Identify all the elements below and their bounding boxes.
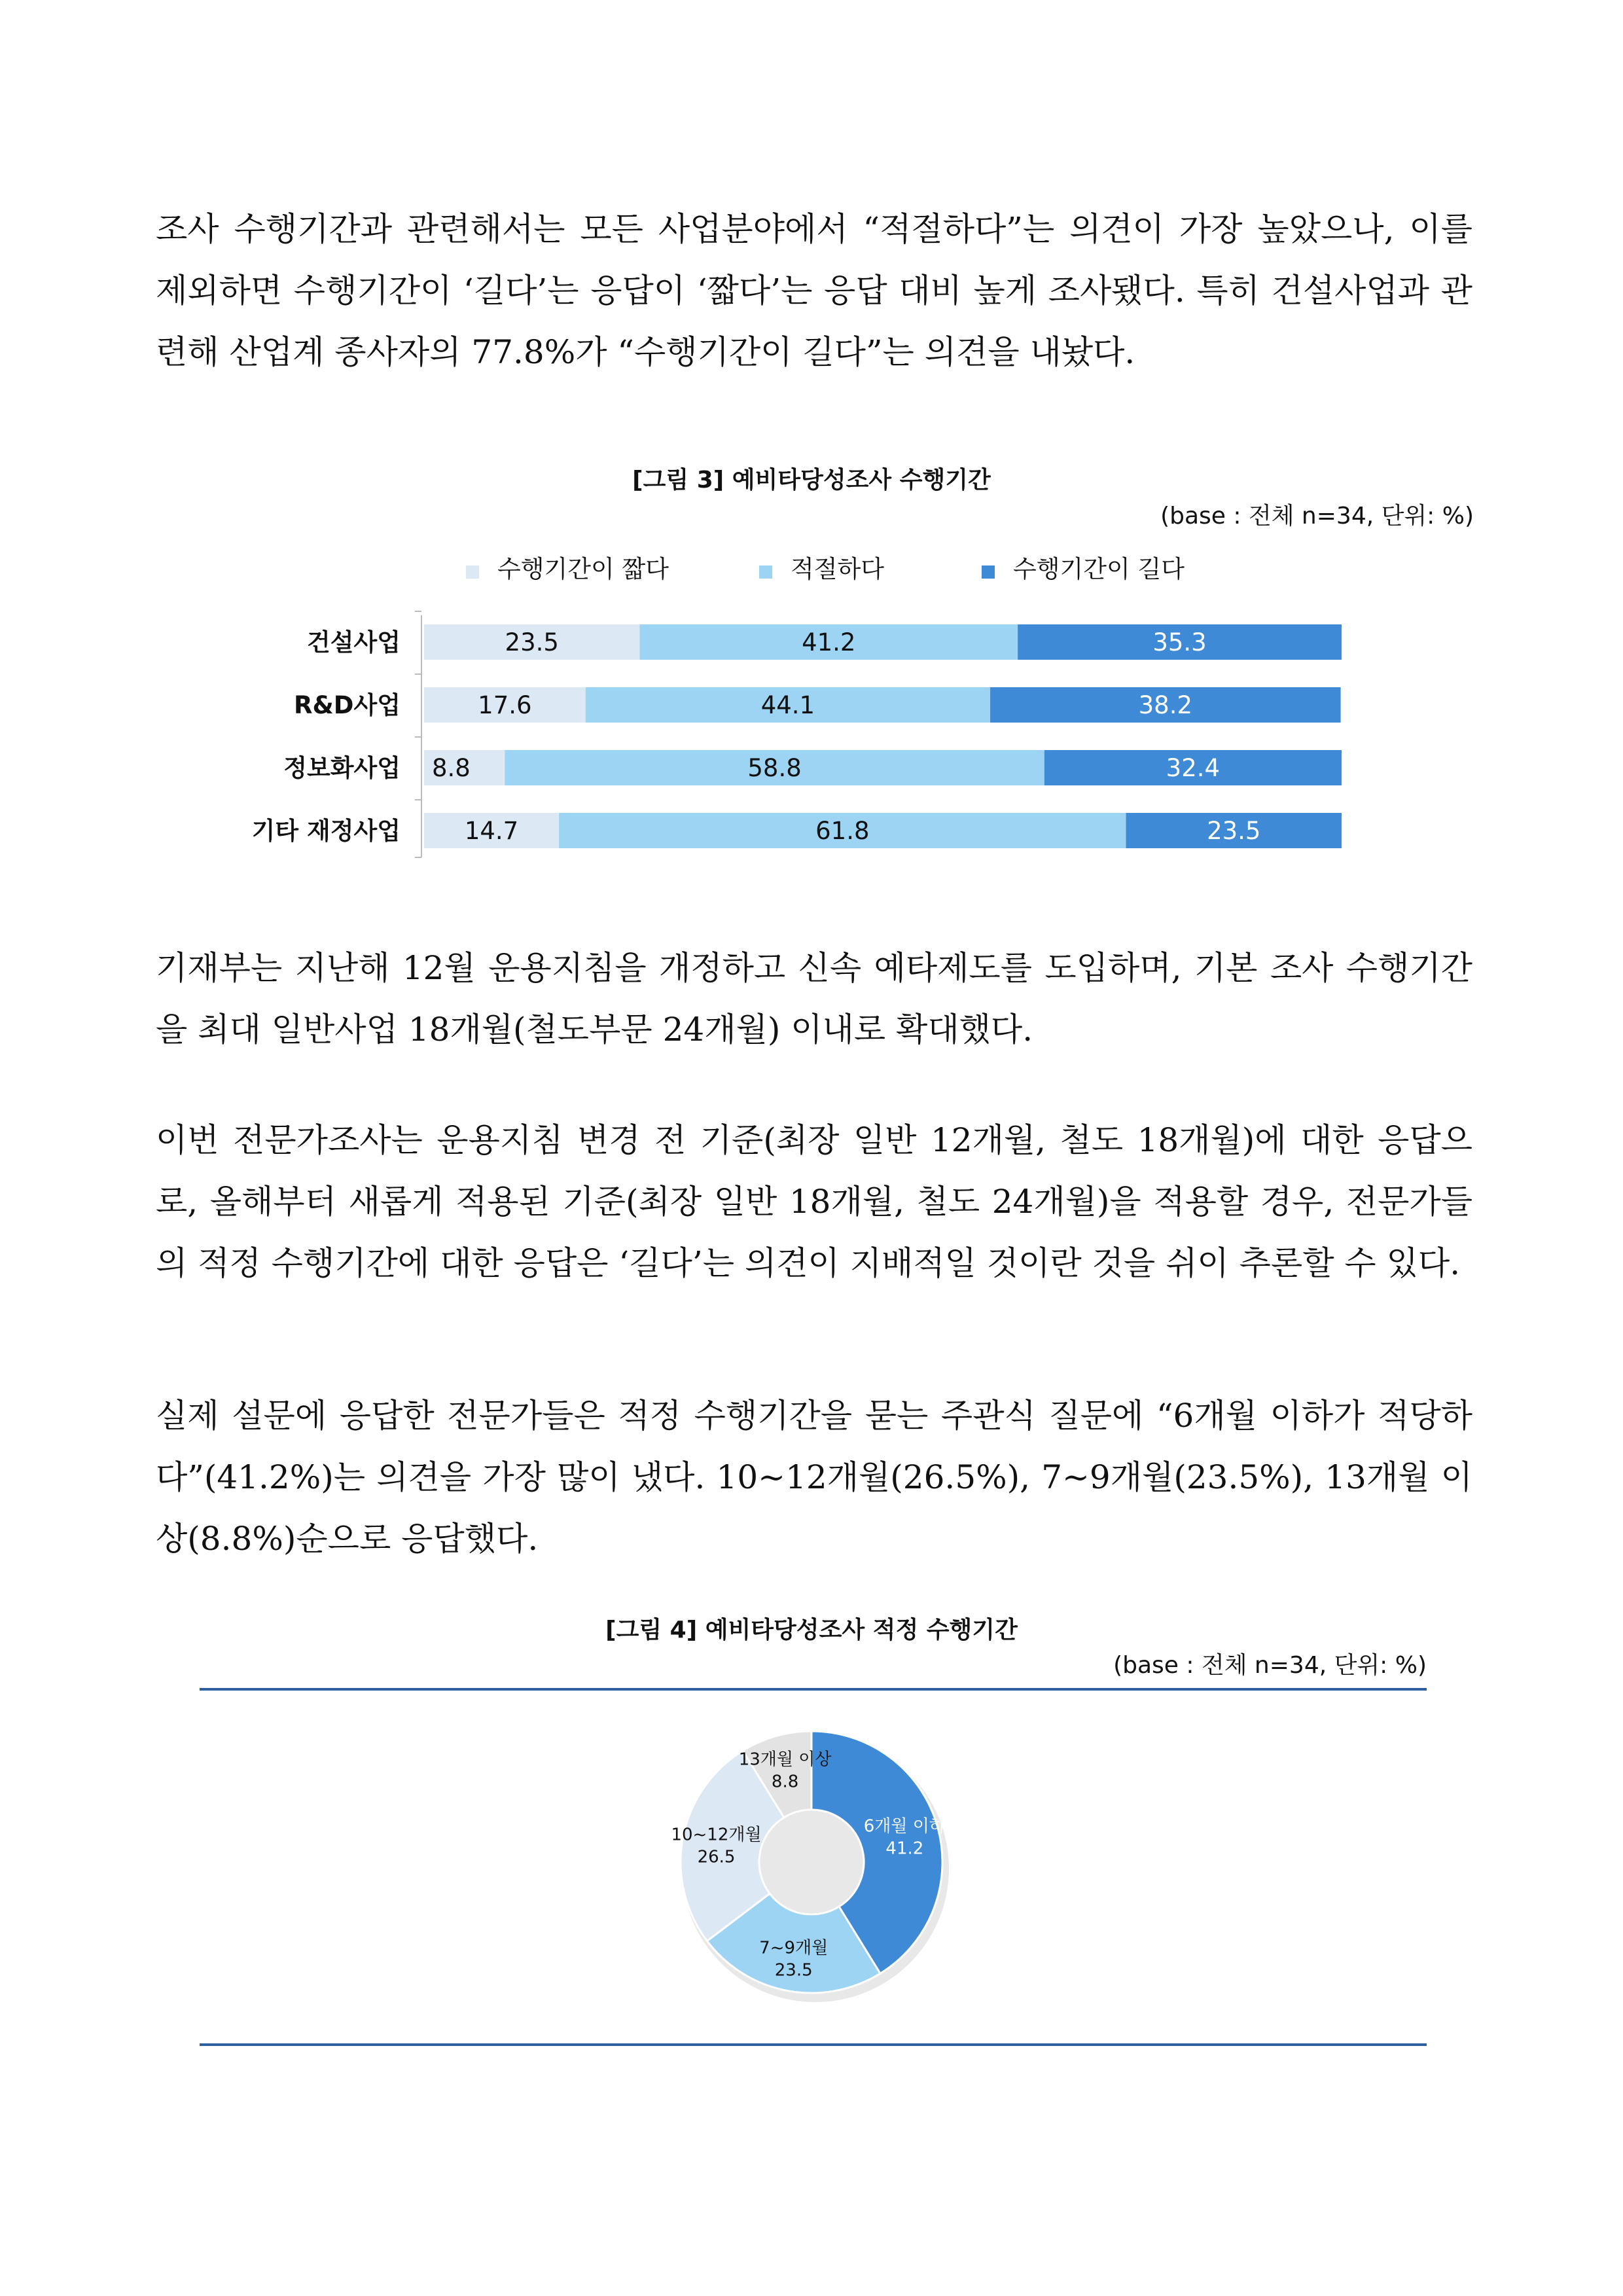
donut-slice-value: 26.5 [697, 1847, 736, 1867]
paragraph-4: 실제 설문에 응답한 전문가들은 적정 수행기간을 묻는 주관식 질문에 “6개월 이하가 적당하다”(41.2%)는 의견을 가장 많이 냈다. 10~12개월(26.5%), 7~9개월(23.5%), 13개월 이상(8.8%)순으로 응답했다. [156, 1397, 1472, 1558]
bar-value-label: 61.8 [815, 817, 870, 845]
paragraph-3: 이번 전문가조사는 운용지침 변경 전 기준(최장 일반 12개월, 철도 18개월)에 대한 응답으로, 올해부터 새롭게 적용된 기준(최장 일반 18개월, 철도 24개월)을 적용할 경우, 전문가들의 적정 수행기간에 대한 응답은 ‘길다’는 의견이 지배적일 것이란 것을 쉬이 추론할 수 있다. [156, 1121, 1472, 1282]
category-label: 기타 재정사업 [251, 817, 401, 845]
legend-item-3 [982, 555, 1185, 583]
legend-item-1 [466, 555, 669, 583]
bar-value-label: 23.5 [1207, 817, 1261, 845]
category-label: R&D사업 [294, 691, 401, 719]
bar-value-label: 23.5 [505, 628, 559, 656]
donut-slice-name: 13개월 이상 [738, 1749, 832, 1770]
legend-label: 수행기간이 길다 [1013, 555, 1185, 583]
bar-value-label: 14.7 [464, 817, 519, 845]
paragraph-1: 조사 수행기간과 관련해서는 모든 사업분야에서 “적절하다”는 의견이 가장 높았으나, 이를 제외하면 수행기간이 ‘길다’는 응답이 ‘짧다’는 응답 대비 높게 조사됐다. 특히 건설사업과 관련해 산업계 종사자의 77.8%가 “수행기간이 길다”는 의견을 내놨다. [156, 210, 1472, 371]
figure4-bottom-rule [200, 2043, 1427, 2046]
bar-value-label: 8.8 [432, 754, 471, 782]
figure4-title: [그림 4] 예비타당성조사 적정 수행기간 [605, 1617, 1018, 1643]
figure3-title: [그림 3] 예비타당성조사 수행기간 [632, 467, 991, 493]
category-label: 건설사업 [307, 628, 401, 656]
donut-slice-name: 7~9개월 [759, 1938, 829, 1958]
bar-value-label: 41.2 [802, 628, 856, 656]
stacked-bar-chart [0, 543, 1623, 870]
paragraph-2: 기재부는 지난해 12월 운용지침을 개정하고 신속 예타제도를 도입하며, 기본 조사 수행기간을 최대 일반사업 18개월(철도부문 24개월) 이내로 확대했다. [156, 949, 1472, 1049]
bar-value-label: 35.3 [1152, 628, 1207, 656]
donut-slice-value: 8.8 [771, 1772, 799, 1792]
figure4-base-note: (base : 전체 n=34, 단위: %) [1113, 1652, 1427, 1679]
donut-chart [654, 1721, 969, 2003]
figure3-base-note: (base : 전체 n=34, 단위: %) [1160, 503, 1474, 529]
legend-label: 수행기간이 짧다 [497, 555, 669, 583]
donut-slice-value: 23.5 [774, 1960, 813, 1981]
legend-item-2 [759, 555, 884, 583]
donut-slice-name: 10~12개월 [671, 1825, 762, 1845]
legend-swatch [759, 565, 772, 579]
bar-value-label: 44.1 [760, 691, 815, 719]
category-label: 정보화사업 [283, 754, 401, 782]
bar-value-label: 17.6 [478, 691, 532, 719]
bar-value-label: 58.8 [747, 754, 802, 782]
legend-swatch [982, 565, 995, 579]
bar-value-label: 32.4 [1166, 754, 1221, 782]
legend-label: 적절하다 [791, 555, 884, 583]
bar-value-label: 38.2 [1138, 691, 1193, 719]
legend-swatch [466, 565, 479, 579]
donut-slice-name: 6개월 이하 [863, 1816, 946, 1837]
figure4-top-rule [200, 1688, 1427, 1691]
donut-slice-value: 41.2 [885, 1839, 924, 1859]
